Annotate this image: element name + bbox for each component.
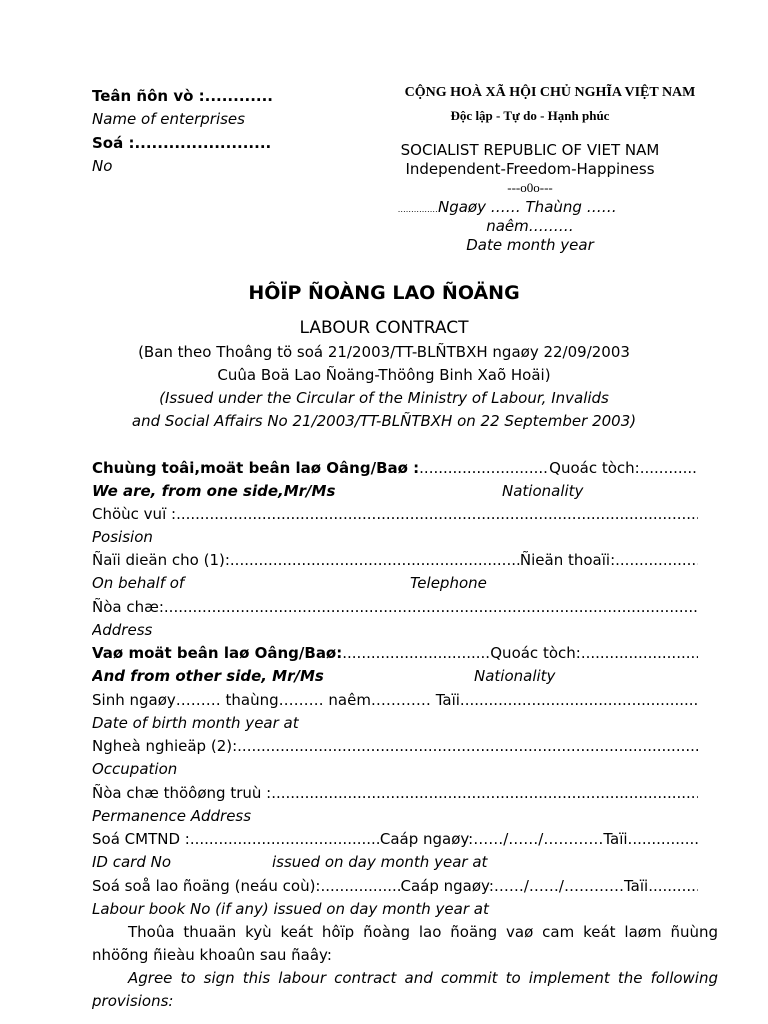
id-card-line <box>92 828 698 850</box>
number-label-en: No <box>92 157 113 175</box>
legal-basis-vn-2: Cuûa Boä Lao Ñoäng-Thöông Binh Xaõ Hoäi) <box>217 366 551 384</box>
id-issue-label-en: issued on day month year at <box>272 853 488 871</box>
national-title-vn: CỘNG HOÀ XÃ HỘI CHỦ NGHĨA VIỆT NAM <box>404 85 696 100</box>
date-line-en: Date month year <box>466 236 594 254</box>
enterprise-name-en: Name of enterprises <box>92 110 245 128</box>
national-title-en: SOCIALIST REPUBLIC OF VIET NAM <box>400 141 660 159</box>
document-title-vn: HÔÏP ÑOÀNG LAO ÑOÄNG <box>248 282 520 304</box>
employer-name-line <box>92 457 698 479</box>
legal-basis-en-1: (Issued under the Circular of the Ministry of Labour, Invalids <box>159 389 609 407</box>
employer-name-label-en: We are, from one side,Mr/Ms <box>92 482 336 500</box>
enterprise-name-label: Teân ñôn vò :............ <box>92 87 274 105</box>
birth-label-en: Date of birth month year at <box>92 714 299 732</box>
employer-name-label: Chuùng toâi,moät beân laø Oâng/Baø : <box>92 459 420 477</box>
permanent-address-line <box>92 782 698 804</box>
id-card-label: Soá CMTND : <box>92 830 190 848</box>
telephone-label: Ñieän thoaïi: <box>519 551 616 569</box>
employee-name-label-en: And from other side, Mr/Ms <box>92 667 324 685</box>
occupation-line <box>92 735 698 757</box>
legal-basis-en-2: and Social Affairs No 21/2003/TT-BLÑTBXH on 22 September 2003) <box>131 412 637 430</box>
employee-name-label: Vaø moät beân laø Oâng/Baø: <box>92 644 343 662</box>
national-motto-en: Independent-Freedom-Happiness <box>405 160 655 178</box>
agreement-paragraph-vn: Thoûa thuaän kyù keát hôïp ñoàng lao ñoäng vaø cam keát laøm ñuùng nhöõng ñieàu khoaûn sau ñaây: <box>92 923 718 964</box>
on-behalf-line <box>92 549 698 571</box>
position-label: Chöùc vuï : <box>92 505 177 523</box>
date-year-vn: naêm……… <box>486 217 574 235</box>
birth-line <box>92 689 698 711</box>
telephone-label-en: Telephone <box>410 574 487 592</box>
occupation-label: Ngheà nghieäp (2): <box>92 737 238 755</box>
legal-basis-vn-1: (Ban theo Thoâng tö soá 21/2003/TT-BLÑTBXH ngaøy 22/09/2003 <box>138 343 630 361</box>
on-behalf-label-en: On behalf of <box>92 574 185 592</box>
employee-nationality-label: Quoác tòch: <box>490 644 581 662</box>
date-line-vn: Ngaøy …… Thaùng …… <box>438 198 617 216</box>
employee-nationality-en: Nationality <box>474 667 556 685</box>
labour-book-issue-label: Caáp ngaøy:……/……/…………Taïi <box>400 877 649 895</box>
birth-label: Sinh ngaøy……… thaùng……… naêm………… Taïi <box>92 691 460 709</box>
position-label-en: Posision <box>92 528 153 546</box>
id-issue-label: Caáp ngaøy:……/……/…………Taïi <box>379 830 628 848</box>
address-label: Ñòa chæ: <box>92 598 164 616</box>
occupation-label-en: Occupation <box>92 760 178 778</box>
number-label: Soá :........................ <box>92 134 272 152</box>
employer-nationality-label: Quoác tòch: <box>549 459 640 477</box>
address-line <box>92 596 698 618</box>
employee-name-line <box>92 642 698 664</box>
employer-nationality-en: Nationality <box>502 482 584 500</box>
date-prefix-dots: …………… <box>398 205 438 214</box>
agreement-paragraph-en: Agree to sign this labour contract and commit to implement the following provisions: <box>92 969 718 1010</box>
labour-book-label: Soá soå lao ñoäng (neáu coù): <box>92 877 321 895</box>
labour-book-label-en: Labour book No (if any) issued on day month year at <box>92 900 489 918</box>
labour-book-line <box>92 875 698 897</box>
permanent-address-label: Ñòa chæ thöôøng truù : <box>92 784 272 802</box>
document-title-en: LABOUR CONTRACT <box>299 318 469 338</box>
position-line <box>92 503 698 525</box>
separator-mark: ---o0o--- <box>507 180 553 195</box>
address-label-en: Address <box>92 621 153 639</box>
on-behalf-label: Ñaïi dieän cho (1): <box>92 551 230 569</box>
id-card-label-en: ID card No <box>92 853 172 871</box>
national-motto-vn: Độc lập - Tự do - Hạnh phúc <box>450 108 610 123</box>
permanent-address-label-en: Permanence Address <box>92 807 252 825</box>
